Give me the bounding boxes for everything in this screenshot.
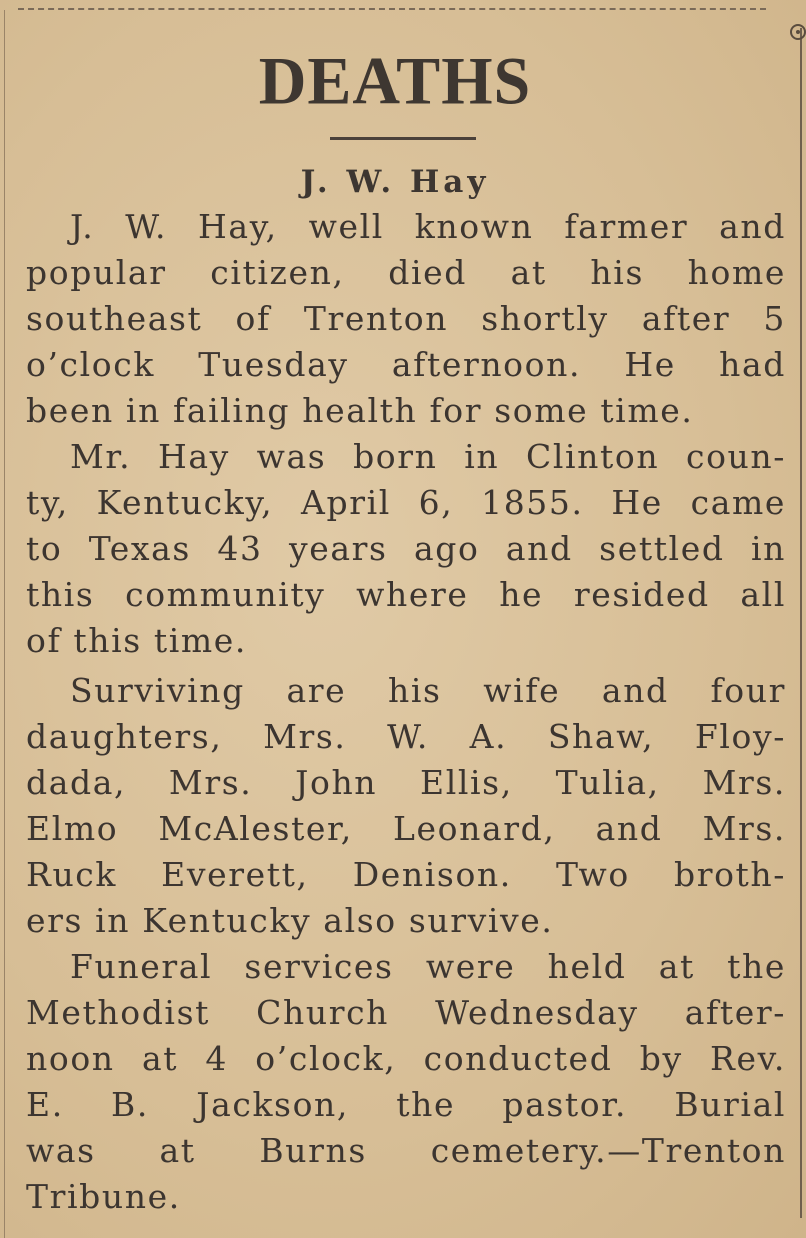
body-line: o’clock Tuesday afternoon. He had <box>26 345 786 384</box>
body-line: Funeral services were held at the <box>70 947 786 986</box>
body-line: Mr. Hay was born in Clinton coun- <box>70 437 786 476</box>
body-line: J. W. Hay, well known farmer and <box>70 207 786 246</box>
body-line: popular citizen, died at his home <box>26 253 786 292</box>
paragraph-4 <box>26 944 786 1220</box>
body-line: noon at 4 o’clock, conducted by Rev. <box>26 1039 786 1078</box>
body-line: dada, Mrs. John Ellis, Tulia, Mrs. <box>26 763 786 802</box>
corner-ornament-icon <box>790 24 806 40</box>
body-line: of this time. <box>26 621 247 660</box>
body-line: Tribune. <box>26 1177 181 1216</box>
body-line: been in failing health for some time. <box>26 391 694 430</box>
article-body <box>26 204 786 1220</box>
headline-divider <box>330 137 476 140</box>
body-line: daughters, Mrs. W. A. Shaw, Floy- <box>26 717 786 756</box>
body-line: southeast of Trenton shortly after 5 <box>26 299 786 338</box>
body-line: ty, Kentucky, April 6, 1855. He came <box>26 483 786 522</box>
paragraph-3 <box>26 668 786 944</box>
body-line: was at Burns cemetery.—Trenton <box>26 1131 786 1170</box>
body-line: Surviving are his wife and four <box>70 671 786 710</box>
paragraph-2 <box>26 434 786 664</box>
top-column-rule <box>18 8 766 10</box>
body-line: Elmo McAlester, Leonard, and Mrs. <box>26 809 786 848</box>
body-line: Methodist Church Wednesday after- <box>26 993 786 1032</box>
body-line: Ruck Everett, Denison. Two broth- <box>26 855 786 894</box>
body-line: to Texas 43 years ago and settled in <box>26 529 786 568</box>
right-column-rule <box>800 28 802 1218</box>
article-headline: J. W. Hay <box>300 164 490 200</box>
section-title: DEATHS <box>258 44 532 119</box>
paragraph-1 <box>26 204 786 434</box>
body-line: this community where he resided all <box>26 575 786 614</box>
body-line: E. B. Jackson, the pastor. Burial <box>26 1085 786 1124</box>
body-line: ers in Kentucky also survive. <box>26 901 554 940</box>
